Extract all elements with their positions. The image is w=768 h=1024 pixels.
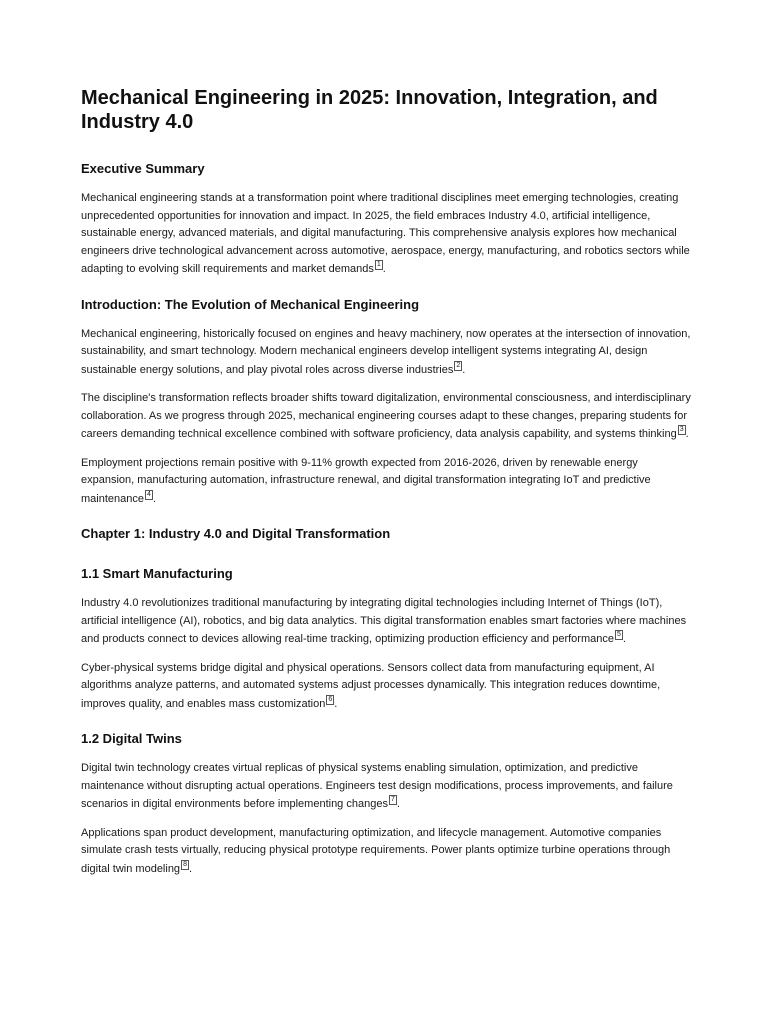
sentence-period: . <box>188 862 193 875</box>
introduction-paragraph <box>81 455 691 509</box>
section-1-2-heading: 1.2 Digital Twins <box>81 731 182 746</box>
paragraph-text: Digital twin technology creates virtual replicas of physical systems enabling simulation, optimization, and predictive maintenance without disrupting actual operations. Engineers test design modifications, process improvements, and failure scenarios in digital environments before implementing changes <box>81 762 673 810</box>
citation-link[interactable]: 5 <box>616 631 621 638</box>
citation-link[interactable]: 1 <box>376 261 381 268</box>
executive-summary-heading: Executive Summary <box>81 161 205 176</box>
section-1-1-heading: 1.1 Smart Manufacturing <box>81 566 233 581</box>
sentence-period: . <box>382 263 386 275</box>
sentence-period: . <box>396 798 400 810</box>
citation-link[interactable]: 7 <box>390 796 395 803</box>
executive-summary-paragraph <box>81 190 691 279</box>
citation-link[interactable]: 2 <box>456 361 461 369</box>
citation-link[interactable]: 8 <box>183 860 187 868</box>
paragraph-text: The discipline's transformation reflects broader shifts toward digitalization, environmental consciousness, and interdisciplinary collaboration. As we progress through 2025, mechanical engineering courses adapt to these changes, preparing students for careers demanding technical excellence combined with software proficiency, data analysis capability, and systems thinking <box>81 392 691 440</box>
paragraph-text: Applications span product development, manufacturing optimization, and lifecycle management. Automotive companies simulate crash tests virtually, reducing physical prototype requirements. Power plants optimize turbine operations through digital twin modeling <box>81 826 671 875</box>
paragraph-text: Mechanical engineering, historically focused on engines and heavy machinery, now operates at the intersection of innovation, sustainability, and smart technology. Modern mechanical engineers develop intelligent systems integrating AI, design sustainable energy solutions, and play pivotal roles across diverse industries <box>81 327 691 376</box>
paragraph-text: Employment projections remain positive with 9-11% growth expected from 2016-2026, driven by renewable energy expansion, manufacturing automation, infrastructure renewal, and digital transformation integrating IoT and predictive maintenance <box>81 456 651 505</box>
sentence-period: . <box>462 363 466 376</box>
paragraph-text: Cyber-physical systems bridge digital and physical operations. Sensors collect data from manufacturing equipment, AI algorithms analyze patterns, and automated systems adjust processes dynamically. This integration reduces downtime, improves quality, and enables mass customization <box>81 661 661 710</box>
sentence-period: . <box>334 697 338 710</box>
introduction-paragraph <box>81 326 691 380</box>
paragraph-text: Industry 4.0 revolutionizes traditional manufacturing by integrating digital technologies including Internet of Things (IoT), artificial intelligence (AI), robotics, and big data analytics. This digital transformation enables smart factories where machines and products connect to devices allowing real-time tracking, optimizing production efficiency and performance <box>81 597 687 645</box>
sentence-period: . <box>685 428 689 440</box>
section-1-2-paragraph <box>81 760 691 814</box>
section-1-1-paragraph <box>81 660 691 714</box>
chapter-1-heading: Chapter 1: Industry 4.0 and Digital Transformation <box>81 526 391 541</box>
sentence-period: . <box>622 633 626 645</box>
document-page <box>81 86 691 889</box>
introduction-heading: Introduction: The Evolution of Mechanical Engineering <box>81 296 420 312</box>
document-title: Mechanical Engineering in 2025: Innovation, Integration, and Industry 4.0 <box>81 87 658 133</box>
introduction-paragraph <box>81 390 691 444</box>
section-1-2-paragraph <box>81 825 691 879</box>
citation-link[interactable]: 6 <box>328 695 333 703</box>
section-1-1-paragraph <box>81 595 691 649</box>
citation-link[interactable]: 4 <box>147 490 151 498</box>
paragraph-text: Mechanical engineering stands at a transformation point where traditional disciplines meet emerging technologies, creating unprecedented opportunities for innovation and impact. In 2025, the field embraces Industry 4.0, artificial intelligence, sustainable energy, advanced materials, and digital manufacturing. This comprehensive analysis explores how mechanical engineers drive technological advancement across automotive, aerospace, energy, manufacturing, and robotics sectors while adapting to evolving skill requirements and market demands <box>81 192 690 275</box>
sentence-period: . <box>152 492 156 505</box>
citation-link[interactable]: 3 <box>679 426 684 433</box>
